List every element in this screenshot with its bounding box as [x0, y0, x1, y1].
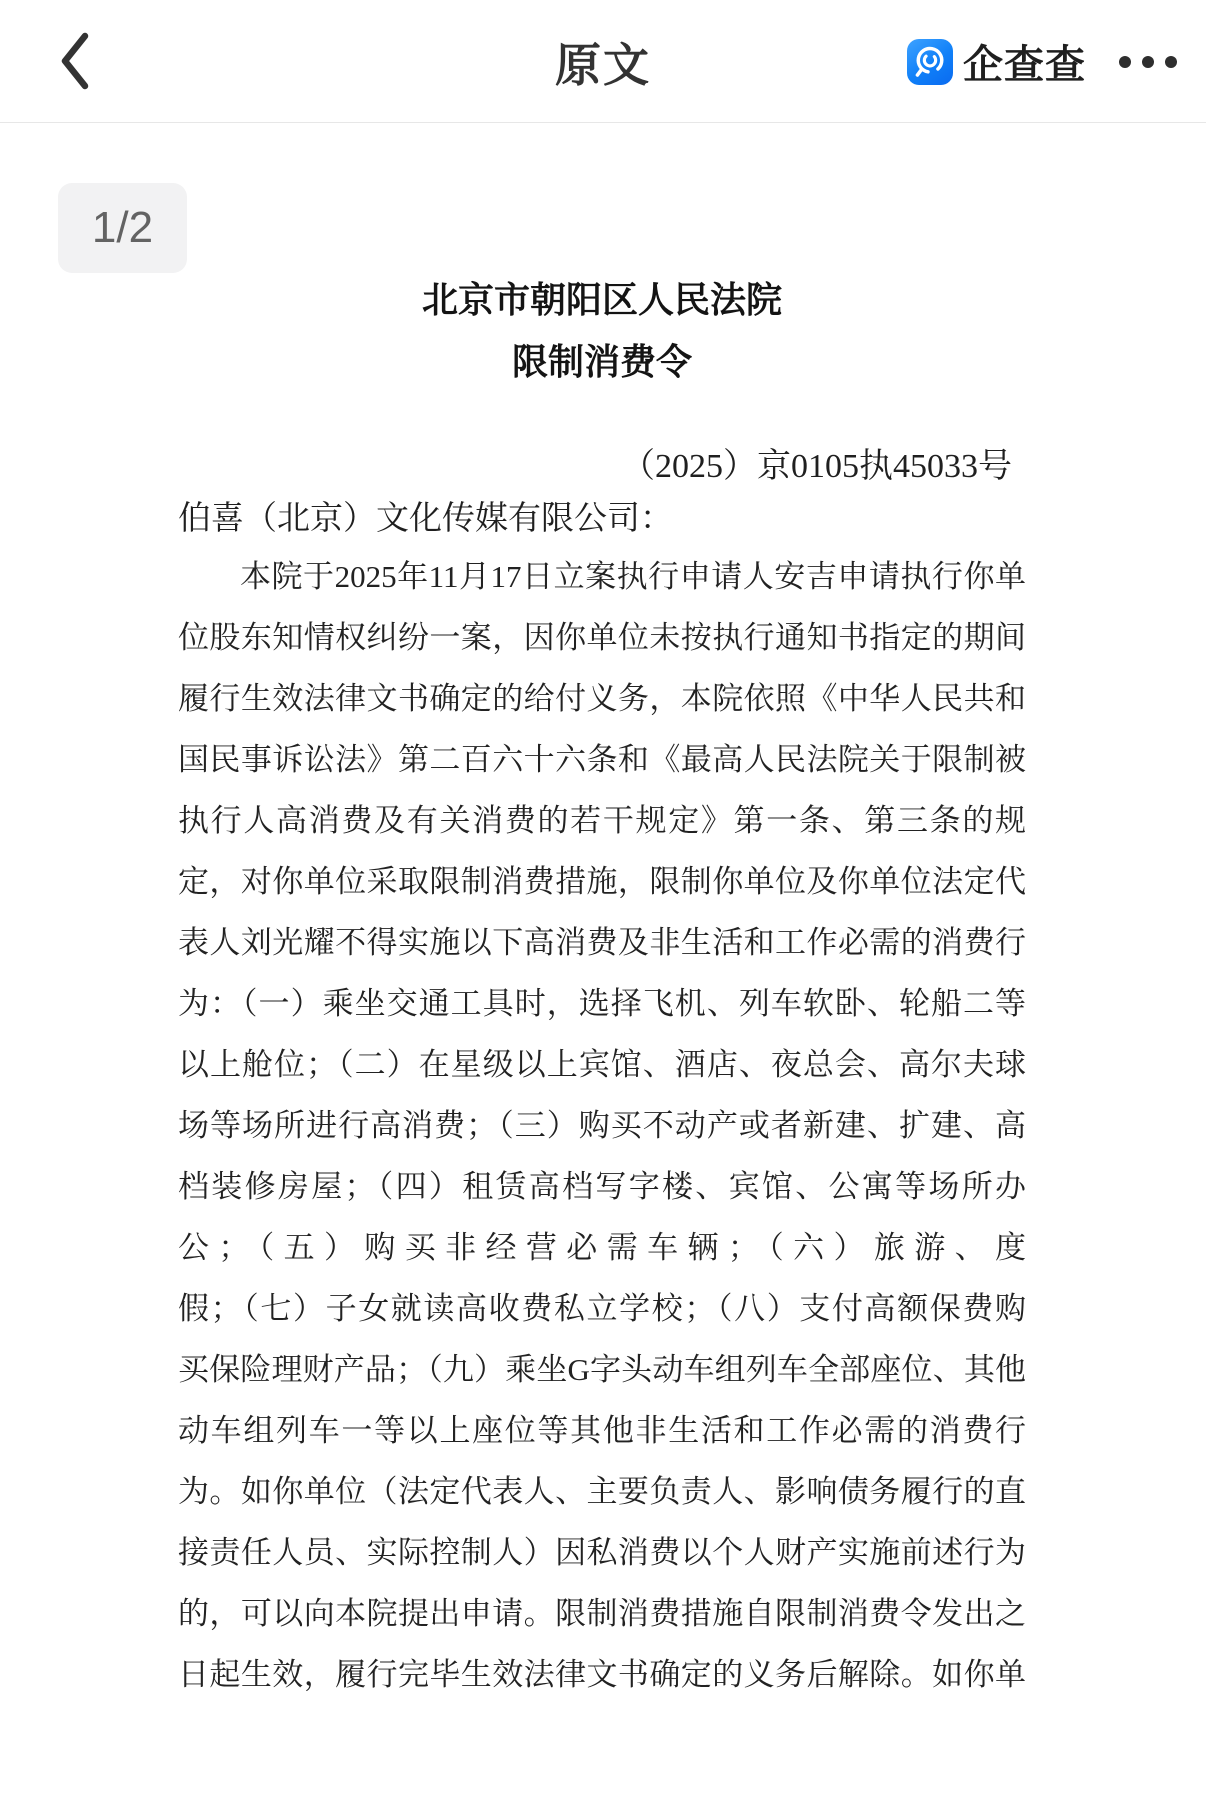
- document-court-title: 北京市朝阳区人民法院: [421, 280, 782, 320]
- case-number: （2025）京0105执45033号: [621, 448, 1012, 485]
- recipient-line: 伯喜（北京）文化传媒有限公司：: [178, 501, 673, 537]
- document-line: 定，对你单位采取限制消费措施，限制你单位及你单位法定代: [178, 864, 1026, 899]
- document-line: 的，可以向本院提出申请。限制消费措施自限制消费令发出之: [178, 1596, 1026, 1631]
- ellipsis-dot-icon: [1119, 56, 1131, 68]
- back-button[interactable]: [44, 18, 104, 104]
- ellipsis-dot-icon: [1142, 56, 1154, 68]
- document-line: 档装修房屋；（四）租赁高档写字楼、宾馆、公寓等场所办: [178, 1169, 1026, 1204]
- document-line: 接责任人员、实际控制人）因私消费以个人财产实施前述行为: [178, 1535, 1026, 1570]
- more-button[interactable]: [1119, 32, 1177, 92]
- qichacha-brand-badge[interactable]: [907, 33, 1086, 90]
- document-line: 履行生效法律文书确定的给付义务，本院依照《中华人民共和: [178, 681, 1026, 716]
- document-line: 公；（五）购买非经营必需车辆；（六）旅游、度: [178, 1230, 1026, 1265]
- app-name-label: 企查查: [963, 43, 1086, 87]
- document-line: 为：（一）乘坐交通工具时，选择飞机、列车软卧、轮船二等: [178, 986, 1026, 1021]
- document-viewer[interactable]: [0, 124, 1206, 1802]
- document-type-title: 限制消费令: [511, 342, 692, 382]
- navbar-right-group: [907, 0, 1177, 123]
- document-line: 买保险理财产品；（九）乘坐G字头动车组列车全部座位、其他: [178, 1352, 1026, 1387]
- chevron-left-icon: [58, 31, 90, 91]
- document-line: 假；（七）子女就读高收费私立学校；（八）支付高额保费购: [178, 1291, 1026, 1326]
- qichacha-logo-icon: [907, 39, 953, 85]
- document-line: 本院于2025年11月17日立案执行申请人安吉申请执行你单: [240, 559, 1026, 594]
- document-line: 日起生效，履行完毕生效法律文书确定的义务后解除。如你单: [178, 1657, 1026, 1692]
- document-line: 以上舱位；（二）在星级以上宾馆、酒店、夜总会、高尔夫球: [178, 1047, 1026, 1082]
- document-line: 场等场所进行高消费；（三）购买不动产或者新建、扩建、高: [178, 1108, 1026, 1143]
- page-indicator-badge: 1/2: [58, 183, 187, 273]
- document-line: 国民事诉讼法》第二百六十六条和《最高人民法院关于限制被: [178, 742, 1026, 777]
- document-line: 表人刘光耀不得实施以下高消费及非生活和工作必需的消费行: [178, 925, 1026, 960]
- document-line: 动车组列车一等以上座位等其他非生活和工作必需的消费行: [178, 1413, 1026, 1448]
- navbar: [0, 0, 1206, 123]
- document-line: 为。如你单位（法定代表人、主要负责人、影响债务履行的直: [178, 1474, 1026, 1509]
- page-title: 原文: [555, 38, 651, 91]
- document-line: 位股东知情权纠纷一案，因你单位未按执行通知书指定的期间: [178, 620, 1026, 655]
- document-line: 执行人高消费及有关消费的若干规定》第一条、第三条的规: [178, 803, 1026, 838]
- document-body: [178, 546, 1026, 1705]
- ellipsis-dot-icon: [1165, 56, 1177, 68]
